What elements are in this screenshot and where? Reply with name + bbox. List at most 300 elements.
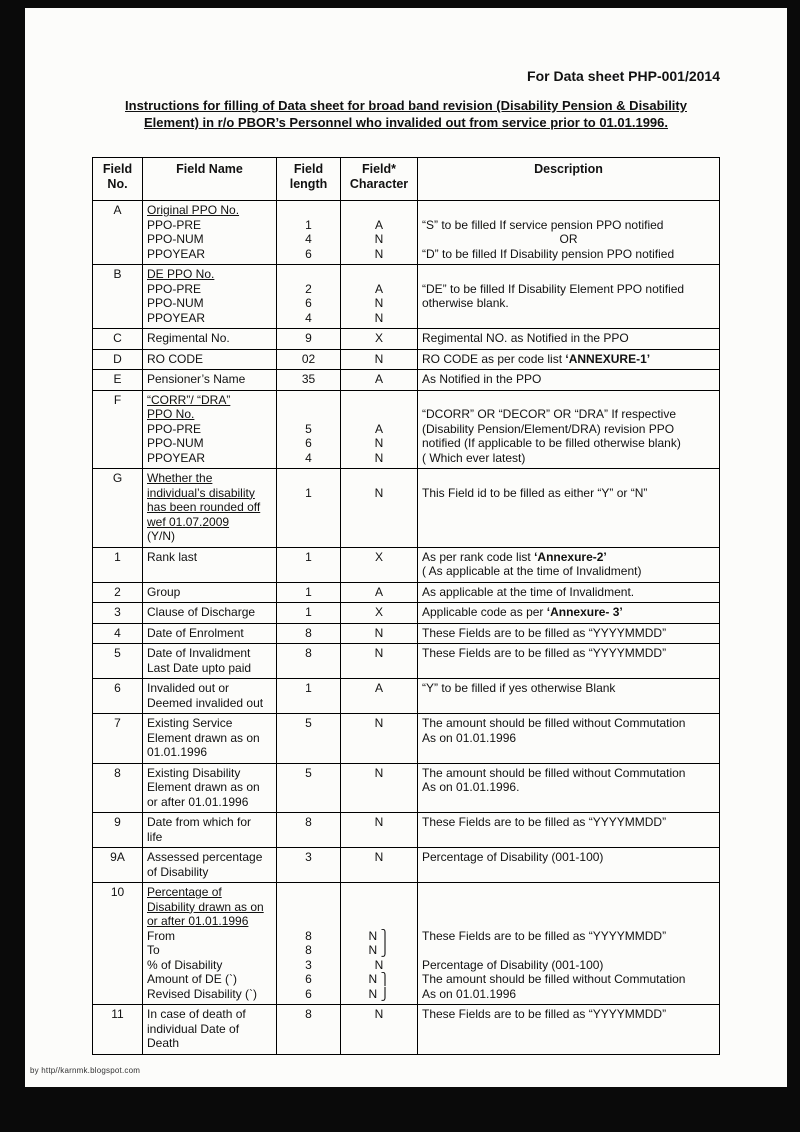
cell-line: individual’s disability [147,485,255,500]
field-length-cell [277,1005,341,1055]
field-no-cell [93,623,143,644]
field-name-cell [143,329,277,350]
field-character-cell [341,547,418,582]
field-no-cell [93,883,143,1005]
cell-line: has been rounded off [147,500,261,514]
cell-line: Original PPO No. [147,203,240,217]
cell-line: (Disability Pension/Element/DRA) revision PPO [422,421,675,436]
cell-line: N [374,436,384,450]
field-length-cell [277,547,341,582]
cell-line: N [374,450,384,465]
cell-line [422,900,715,915]
table-row [93,603,720,624]
table-row [93,1005,720,1055]
cell-line: N [374,646,384,660]
cell-line: % of Disability [147,957,223,972]
document-content [92,8,720,1055]
description-cell [418,644,720,679]
cell-line: 1 [305,584,312,599]
cell-line [345,914,413,929]
cell-line: PPOYEAR [147,450,206,465]
cell-line: 3 [114,605,121,619]
field-character-cell [341,469,418,548]
field-name-cell [143,547,277,582]
cell-line: N [374,246,384,261]
cell-line: Existing Service [147,716,233,730]
table-row [93,679,720,714]
cell-line: A [374,681,383,695]
field-character-cell [341,644,418,679]
field-name-cell [143,623,277,644]
field-no-cell [93,679,143,714]
cell-line: 1 [305,217,312,232]
field-name-cell [143,714,277,764]
cell-line: “D” to be filled If Disability pension PPO notified [422,246,675,261]
cell-line: A [374,217,383,232]
cell-line [345,900,413,915]
cell-line: Rank last [147,549,198,564]
cell-line: Deemed invalided out [147,695,264,710]
cell-line: N [374,957,384,972]
cell-line: These Fields are to be filled as “YYYYMMDD” [422,815,667,829]
cell-line: Group [147,584,181,599]
description-cell [418,763,720,813]
field-character-cell [341,1005,418,1055]
cell-line: otherwise blank. [422,296,509,310]
cell-line: “DE” to be filled If Disability Element PPO notified [422,281,685,296]
cell-line: 4 [305,450,312,465]
cell-line: The amount should be filled without Commutation [422,972,686,986]
cell-line [281,914,336,929]
field-length-cell [277,763,341,813]
field-character-cell [341,329,418,350]
cell-line: N [374,232,384,246]
description-cell [418,469,720,548]
cell-line: PPO-PRE [147,281,202,296]
cell-line: 9 [305,331,312,345]
field-name-cell [143,201,277,265]
cell-line: “CORR”/ “DRA” [147,392,231,407]
cell-line: Clause of Discharge [147,605,256,619]
cell-line: 5 [305,765,312,780]
column-header-line: Field [293,162,324,176]
cell-line: As applicable at the time of Invalidment. [422,584,635,599]
field-length-cell [277,201,341,265]
cell-line: ( As applicable at the time of Invalidment) [422,564,642,578]
cell-line [281,900,336,915]
field-no-cell [93,547,143,582]
cell-line: 8 [114,765,121,780]
cell-line: 4 [114,625,121,640]
field-no-cell [93,329,143,350]
cell-line: ( Which ever latest) [422,450,526,465]
field-length-cell [277,679,341,714]
cell-line [422,393,715,408]
column-header [277,158,341,201]
cell-line: These Fields are to be filled as “YYYYMMDD” [422,1007,667,1021]
cell-line: As Notified in the PPO [422,372,542,386]
field-character-cell [341,603,418,624]
field-no-cell [93,390,143,469]
field-length-cell [277,349,341,370]
cell-line: N ⎫ [368,928,390,943]
field-length-cell [277,813,341,848]
cell-line: 01.01.1996 [147,745,208,759]
cell-line: To [147,943,160,957]
cell-line: N [374,625,384,640]
cell-line: 6 [114,681,121,695]
field-name-cell [143,763,277,813]
field-no-cell [93,714,143,764]
field-name-cell [143,582,277,603]
cell-line: As on 01.01.1996. [422,780,520,794]
table-row [93,201,720,265]
cell-line [422,267,715,282]
table-row [93,623,720,644]
cell-line: 02 [301,351,316,366]
cell-line: Date of Invalidment [147,646,251,660]
cell-line: In case of death of [147,1007,246,1021]
description-cell [418,883,720,1005]
cell-line: Existing Disability [147,765,241,780]
cell-line: RO CODE as per code list ‘ANNEXURE-1’ [422,351,651,366]
cell-line: PPO No. [147,407,195,421]
cell-line: These Fields are to be filled as “YYYYMMDD” [422,928,667,943]
cell-line: N ⎫ [368,972,390,986]
cell-line: Revised Disability (`) [147,986,258,1001]
cell-line: Invalided out or [147,681,230,695]
cell-line: B [113,267,122,281]
cell-line [281,407,336,422]
cell-line: 1 [305,681,312,695]
cell-line: 1 [114,549,121,564]
table-row [93,390,720,469]
field-name-cell [143,679,277,714]
cell-line: “S” to be filled If service pension PPO notified [422,217,664,232]
cell-line [422,914,715,929]
field-no-cell [93,582,143,603]
table-row [93,349,720,370]
field-length-cell [277,582,341,603]
field-name-cell [143,883,277,1005]
cell-line: Element drawn as on [147,780,260,794]
field-name-cell [143,644,277,679]
field-name-cell [143,1005,277,1055]
cell-line: or after 01.01.1996 [147,794,249,809]
cell-line: 1 [305,485,312,500]
cell-line: D [113,351,122,366]
field-character-cell [341,848,418,883]
field-character-cell [341,349,418,370]
column-header-line: Description [534,162,603,176]
cell-line: Percentage of Disability (001-100) [422,957,604,972]
column-header-line: Character [349,177,409,191]
doc-title-line2: Element) in r/o PBOR’s Personnel who invalided out from service prior to 01.01.1996. [144,115,668,130]
column-header-line: Field Name [176,162,243,176]
table-row [93,582,720,603]
cell-line: Regimental NO. as Notified in the PPO [422,331,629,345]
cell-line [345,471,413,486]
cell-line: G [112,471,123,485]
cell-line: 9A [110,850,125,864]
cell-line: The amount should be filled without Commutation [422,765,686,780]
cell-line: N [374,716,384,730]
cell-line: A [374,584,383,599]
table-row [93,644,720,679]
cell-line: These Fields are to be filled as “YYYYMMDD” [422,646,667,660]
cell-line: DE PPO No. [147,267,215,281]
field-no-cell [93,370,143,391]
table-row [93,848,720,883]
cell-line: N [374,485,384,500]
cell-line: 6 [305,972,312,986]
cell-line: N ⎭ [368,943,390,957]
cell-line [345,885,413,900]
field-character-cell [341,370,418,391]
cell-line: N ⎭ [368,986,390,1001]
description-cell [418,329,720,350]
field-length-cell [277,329,341,350]
description-cell [418,813,720,848]
cell-line: 3 [305,850,312,864]
cell-line: 8 [305,625,312,640]
field-name-cell [143,349,277,370]
field-name-cell [143,603,277,624]
table-row [93,883,720,1005]
cell-line: life [147,829,163,844]
cell-line: 5 [305,716,312,730]
cell-line: As on 01.01.1996 [422,730,517,745]
cell-line [281,393,336,408]
cell-line: A [374,421,383,436]
table-row [93,469,720,548]
description-cell [418,370,720,391]
table-row [93,547,720,582]
cell-line: wef 01.07.2009 [147,514,230,529]
cell-line: X [374,331,383,345]
description-cell [418,349,720,370]
cell-line: 1 [305,605,312,619]
field-length-cell [277,623,341,644]
field-no-cell [93,201,143,265]
field-no-cell [93,265,143,329]
field-no-cell [93,763,143,813]
cell-line: From [147,928,175,943]
cell-line: These Fields are to be filled as “YYYYMMDD” [422,625,667,640]
doc-title-line1: Instructions for filling of Data sheet for broad band revision (Disability Pension & Disability [125,98,687,113]
cell-line: A [374,372,383,386]
column-header-line: Field [102,162,133,176]
cell-line: Pensioner’s Name [147,372,246,386]
cell-line: A [374,281,383,296]
cell-line: 6 [305,986,312,1001]
cell-line: “DCORR” OR “DECOR” OR “DRA” If respective [422,407,677,421]
field-length-cell [277,265,341,329]
cell-line: Percentage of [147,885,222,899]
cell-line: 6 [305,436,312,450]
field-no-cell [93,469,143,548]
field-length-cell [277,714,341,764]
description-cell [418,848,720,883]
cell-line: Element drawn as on [147,730,260,745]
description-cell [418,201,720,265]
description-cell [418,547,720,582]
cell-line: 35 [301,372,316,386]
cell-line: Percentage of Disability (001-100) [422,850,604,864]
field-name-cell [143,469,277,548]
cell-line: N [374,351,384,366]
field-name-cell [143,390,277,469]
cell-line: PPO-NUM [147,436,204,450]
cell-line: C [113,331,122,345]
column-header [143,158,277,201]
field-length-cell [277,469,341,548]
description-cell [418,582,720,603]
cell-line: PPO-PRE [147,217,202,232]
cell-line: E [113,372,122,386]
cell-line: 3 [305,957,312,972]
column-header [418,158,720,201]
field-character-cell [341,623,418,644]
cell-line: “Y” to be filled if yes otherwise Blank [422,681,616,695]
cell-line: A [113,203,122,217]
cell-line: PPO-PRE [147,421,202,436]
table-row [93,763,720,813]
cell-line: Death [147,1036,180,1050]
field-length-cell [277,644,341,679]
cell-line: 11 [111,1007,124,1021]
cell-line: 5 [114,646,121,660]
field-character-cell [341,763,418,813]
cell-line: Assessed percentage [147,850,263,864]
cell-line: 7 [114,716,121,730]
description-cell [418,603,720,624]
cell-line: 8 [305,928,312,943]
cell-line [345,393,413,408]
cell-line: 2 [305,281,312,296]
description-cell [418,390,720,469]
cell-line [281,471,336,486]
cell-line: of Disability [147,864,209,879]
cell-line: This Field id to be filled as either “Y” or “N” [422,485,648,500]
field-character-cell [341,390,418,469]
field-name-cell [143,370,277,391]
cell-line: 2 [114,584,121,599]
cell-line: N [374,1007,384,1021]
cell-line: Amount of DE (`) [147,972,238,986]
cell-line: N [374,296,384,310]
cell-line [422,203,715,218]
cell-line: 4 [305,232,312,246]
document-page [25,8,787,1087]
cell-line [422,471,715,486]
field-length-cell [277,370,341,391]
cell-line [345,267,413,282]
cell-line: X [374,549,383,564]
field-no-cell [93,644,143,679]
cell-line: PPOYEAR [147,310,206,325]
cell-line: N [374,310,384,325]
table-row [93,329,720,350]
column-header-line: No. [107,177,128,191]
cell-line: As per rank code list ‘Annexure-2’ [422,549,607,564]
cell-line: The amount should be filled without Commutation [422,716,686,730]
cell-line [422,885,715,900]
cell-line: 6 [305,296,312,310]
cell-line [422,943,715,958]
field-no-cell [93,1005,143,1055]
field-length-cell [277,603,341,624]
cell-line [281,203,336,218]
cell-line: (Y/N) [147,529,175,543]
cell-line: PPO-NUM [147,232,204,246]
field-character-cell [341,679,418,714]
cell-line [345,407,413,422]
table-row [93,265,720,329]
field-character-cell [341,201,418,265]
cell-line: F [113,392,122,407]
field-length-cell [277,848,341,883]
cell-line: 6 [305,246,312,261]
cell-line: 10 [110,885,125,899]
cell-line: PPOYEAR [147,246,206,261]
cell-line [281,885,336,900]
doc-title [92,97,720,131]
field-length-cell [277,390,341,469]
field-character-cell [341,265,418,329]
cell-line: Disability drawn as on [147,899,264,914]
cell-line: 9 [114,815,121,829]
cell-line: 8 [305,646,312,660]
cell-line: N [374,815,384,829]
field-character-cell [341,813,418,848]
field-no-cell [93,848,143,883]
cell-line: 1 [305,549,312,564]
cell-line: Date from which for [147,815,252,829]
cell-line: 4 [305,310,312,325]
cell-line: 8 [305,943,312,957]
cell-line: As on 01.01.1996 [422,986,517,1001]
description-cell [418,265,720,329]
fields-table [92,157,720,1055]
description-cell [418,714,720,764]
footer-credit: by http//karnmk.blogspot.com [30,1066,141,1075]
cell-line: Regimental No. [147,331,230,345]
description-cell [418,1005,720,1055]
column-header-line: Field* [361,162,397,176]
cell-line [281,267,336,282]
cell-line: 8 [305,1007,312,1021]
field-length-cell [277,883,341,1005]
field-no-cell [93,349,143,370]
header-row [93,158,720,201]
description-cell [418,679,720,714]
cell-line: or after 01.01.1996 [147,914,249,928]
cell-line: 8 [305,815,312,829]
description-cell [418,623,720,644]
cell-line: N [374,850,384,864]
cell-line: Applicable code as per ‘Annexure- 3’ [422,605,623,619]
field-character-cell [341,582,418,603]
cell-line: individual Date of [147,1021,240,1036]
cell-line: notified (If applicable to be filled otherwise blank) [422,436,681,450]
cell-line: X [374,605,383,619]
field-name-cell [143,848,277,883]
column-header-line: length [289,177,328,191]
field-character-cell [341,714,418,764]
table-row [93,370,720,391]
cell-line: OR [559,232,578,246]
